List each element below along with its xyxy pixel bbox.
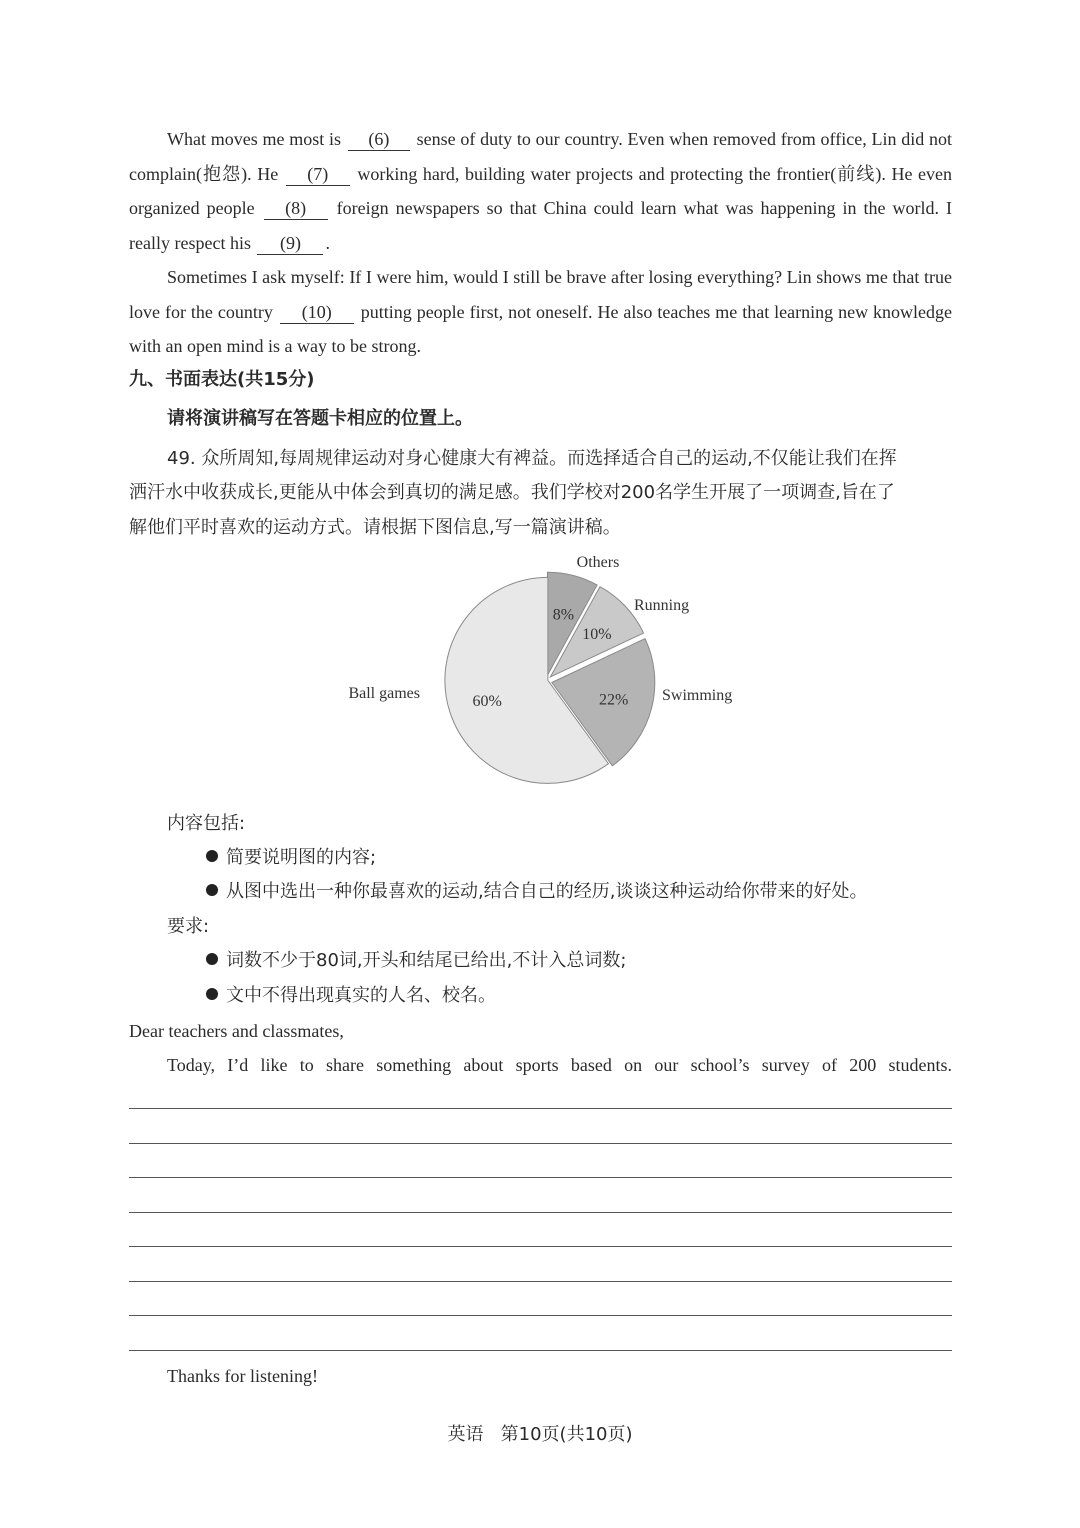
- greeting: Dear teachers and classmates,: [129, 1021, 344, 1041]
- writing-line[interactable]: [129, 1143, 952, 1144]
- pie-category-label: Swimming: [662, 687, 733, 704]
- writing-line[interactable]: [129, 1177, 952, 1178]
- blank-10[interactable]: (10): [280, 301, 354, 324]
- bullet-icon: [206, 884, 218, 896]
- writing-line[interactable]: [129, 1212, 952, 1213]
- bullet-icon: [206, 988, 218, 1000]
- bullet-icon: [206, 953, 218, 965]
- pie-value-label: 10%: [582, 626, 612, 644]
- requirement-item-1: 词数不少于80词,开头和结尾已给出,不计入总词数;: [206, 946, 626, 976]
- page-footer: 英语 第10页(共10页): [447, 1424, 633, 1445]
- blank-7[interactable]: (7): [286, 163, 350, 186]
- pie-category-label: Others: [576, 554, 620, 571]
- content-label: 内容包括:: [167, 813, 246, 834]
- question-49-line-2: 洒汗水中收获成长,更能从中体会到真切的满足感。我们学校对200名学生开展了一项调查,旨在了: [129, 482, 895, 503]
- pie-category-label: Ball games: [348, 685, 420, 702]
- blank-9[interactable]: (9): [257, 232, 323, 255]
- writing-line[interactable]: [129, 1108, 952, 1109]
- opening-sentence: Today, I’d like to share something about sports based on our school’s survey of 200 students.: [167, 1055, 952, 1075]
- instruction: 请将演讲稿写在答题卡相应的位置上。: [167, 408, 473, 429]
- requirement-item-2: 文中不得出现真实的人名、校名。: [206, 981, 496, 1011]
- bullet-icon: [206, 850, 218, 862]
- closing: Thanks for listening!: [167, 1366, 318, 1386]
- pie-value-label: 8%: [552, 606, 575, 624]
- writing-line[interactable]: [129, 1281, 952, 1282]
- content-item-1: 简要说明图的内容;: [206, 843, 376, 873]
- writing-line[interactable]: [129, 1246, 952, 1247]
- writing-line[interactable]: [129, 1350, 952, 1351]
- pie-value-label: 60%: [472, 693, 502, 711]
- pie-value-label: 22%: [599, 691, 629, 709]
- blank-8[interactable]: (8): [264, 197, 328, 220]
- passage-paragraph-1: What moves me most is (6) sense of duty to our country. Even when removed from office, Lin did not complain(抱怨). He (7) working hard, building water projects and protecting the frontier(前线). He even organized people (8) foreign newspapers so that China could learn what was happening in the world. I really respect his (9) .: [129, 129, 953, 253]
- pie-category-label: Running: [634, 597, 690, 614]
- question-49-line-3: 解他们平时喜欢的运动方式。请根据下图信息,写一篇演讲稿。: [129, 517, 621, 538]
- passage-paragraph-2: Sometimes I ask myself: If I were him, would I still be brave after losing everything? Lin shows me that true love for the country (10) putting people first, not oneself. He also teaches me that learning new knowledge with an open mind is a way to be strong.: [129, 267, 953, 356]
- pie-chart: [0, 545, 1080, 805]
- question-49-line-1: 49. 众所周知,每周规律运动对身心健康大有裨益。而选择适合自己的运动,不仅能让我们在挥: [167, 448, 897, 469]
- content-item-2: 从图中选出一种你最喜欢的运动,结合自己的经历,谈谈这种运动给你带来的好处。: [206, 877, 867, 907]
- blank-6[interactable]: (6): [348, 128, 410, 151]
- writing-line[interactable]: [129, 1315, 952, 1316]
- requirements-label: 要求:: [167, 916, 210, 937]
- section-heading: 九、书面表达(共15分): [129, 369, 315, 390]
